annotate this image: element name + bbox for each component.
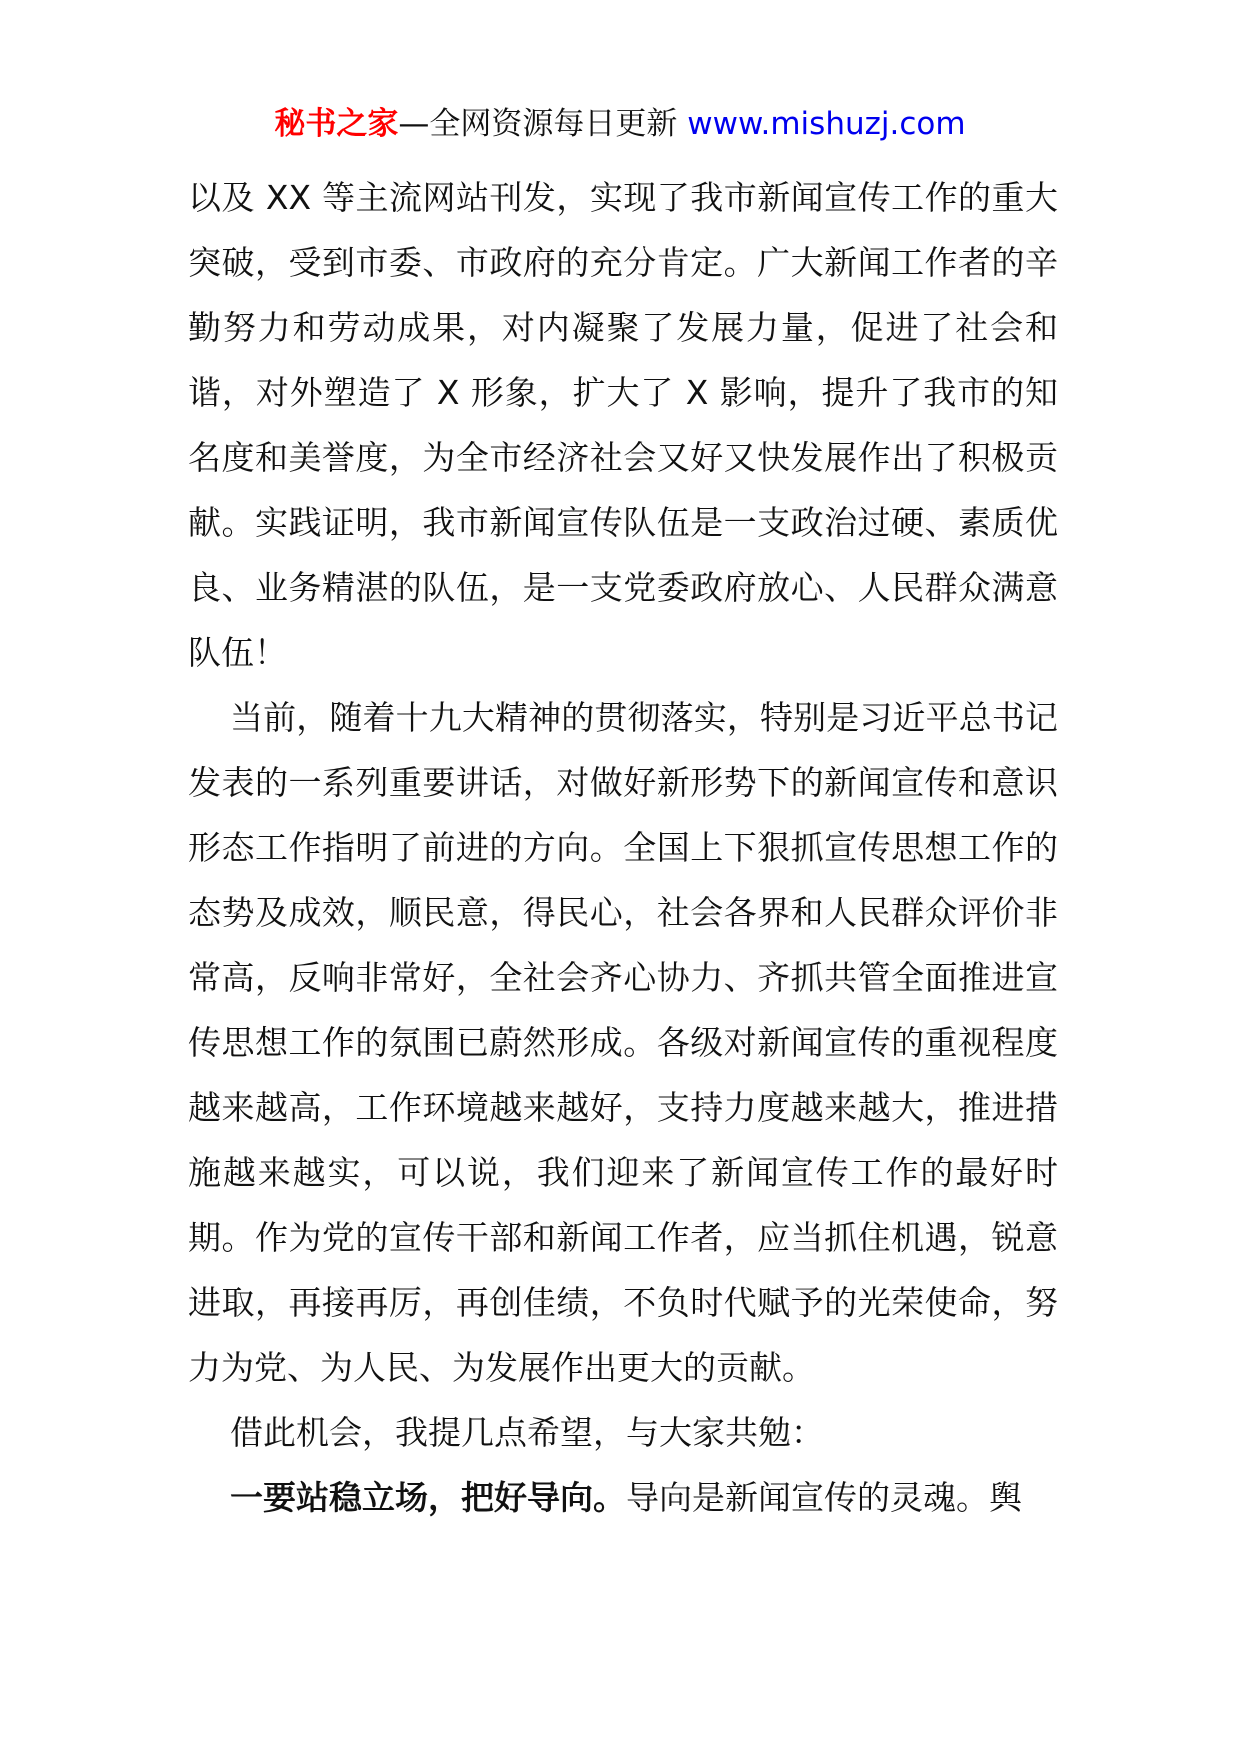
point-text: 导向是新闻宣传的灵魂。舆 — [626, 1478, 1022, 1517]
point-heading: 一要站稳立场，把好导向。 — [230, 1478, 626, 1517]
paragraph-3: 借此机会，我提几点希望，与大家共勉： — [230, 1413, 824, 1452]
paragraph-1: 以及 XX 等主流网站刊发，实现了我市新闻宣传工作的重大突破，受到市委、市政府的充分肯定。广大新闻工作者的辛勤努力和劳动成果，对内凝聚了发展力量，促进了社会和谐，对外塑造了 X 形象，扩大了 X 影响，提升了我市的知名度和美誉度，为全市经济社会又好又快发展作出了积极贡献。实践证明，我市新闻宣传队伍是一支政治过硬、素质优良、业务精湛的队伍，是一支党委政府放心、人民群众满意队伍！ — [188, 178, 1058, 672]
document-body — [188, 165, 1058, 1530]
paragraph-2: 当前，随着十九大精神的贯彻落实，特别是习近平总书记发表的一系列重要讲话，对做好新形势下的新闻宣传和意识形态工作指明了前进的方向。全国上下狠抓宣传思想工作的态势及成效，顺民意，得民心，社会各界和人民群众评价非常高，反响非常好，全社会齐心协力、齐抓共管全面推进宣传思想工作的氛围已蔚然形成。各级对新闻宣传的重视程度越来越高，工作环境越来越好，支持力度越来越大，推进措施越来越实，可以说，我们迎来了新闻宣传工作的最好时期。作为党的宣传干部和新闻工作者，应当抓住机遇，锐意进取，再接再厉，再创佳绩，不负时代赋予的光荣使命，努力为党、为人民、为发展作出更大的贡献。 — [188, 698, 1058, 1387]
watermark-header — [0, 100, 1240, 148]
paragraph-4 — [188, 1465, 1058, 1530]
brand-name: 秘书之家 — [274, 106, 399, 142]
header-tagline: —全网资源每日更新 — [398, 106, 678, 142]
site-url-link[interactable]: www.mishuzj.com — [687, 106, 966, 142]
